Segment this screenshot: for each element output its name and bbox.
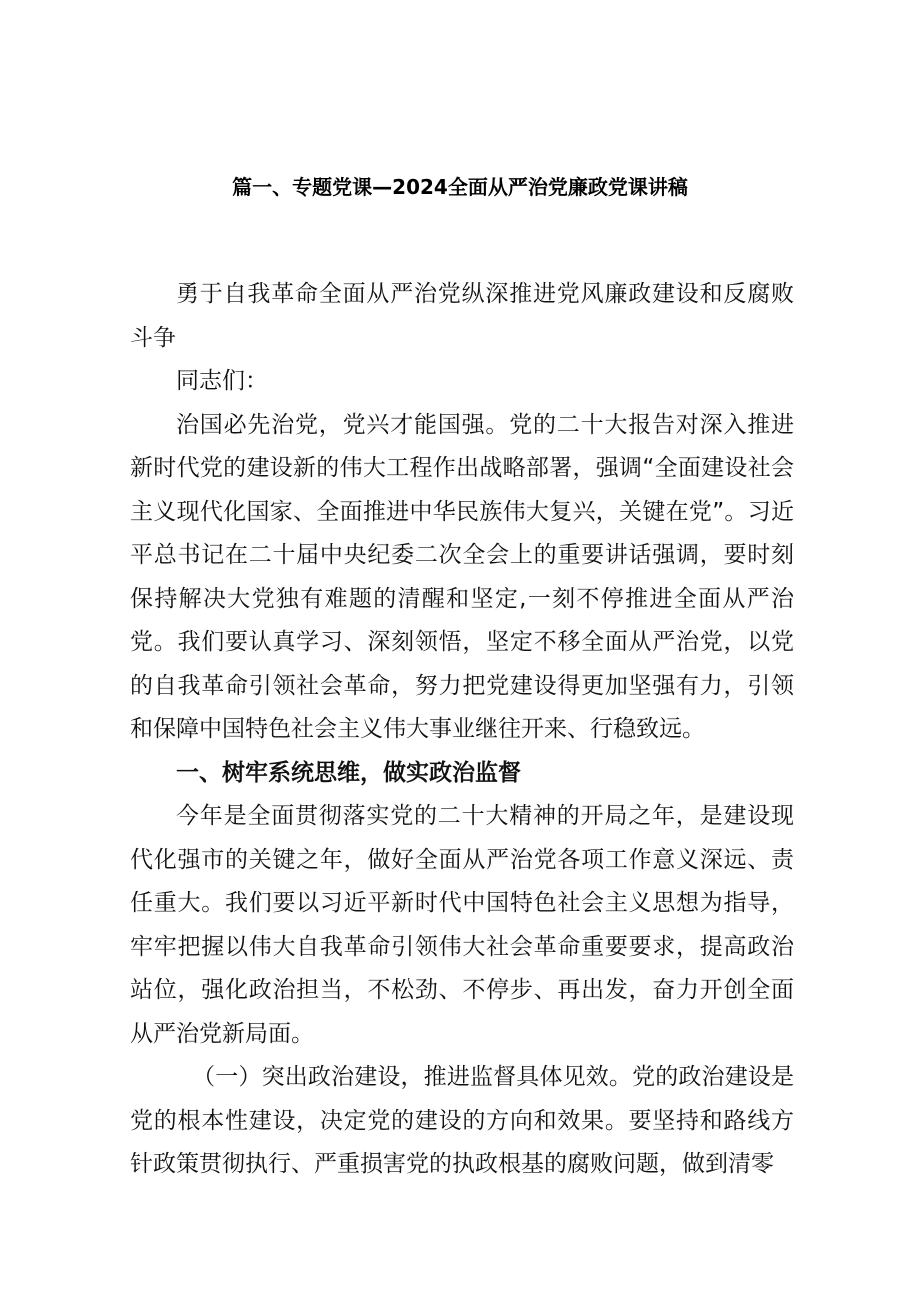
subsection-paragraph: （一）突出政治建设，推进监督具体见效。党的政治建设是党的根本性建设，决定党的建设的方向和效果。要坚持和路线方针政策贯彻执行、严重损害党的执政根基的腐败问题，做到清零 bbox=[130, 1064, 794, 1177]
intro-paragraph: 治国必先治党，党兴才能国强。党的二十大报告对深入推进新时代党的建设新的伟大工程作出战略部署，强调“全面建设社会主义现代化国家、全面推进中华民族伟大复兴，关键在党”。习近平总书记在二十届中央纪委二次全会上的重要讲话强调，要时刻保持解决大党独有难题的清醒和坚定,一刻不停推进全面从严治党。我们要认真学习、深刻领悟，坚定不移全面从严治党，以党的自我革命引领社会革命，努力把党建设得更加坚强有力，引领和保障中国特色社会主义伟大事业继往开来、行稳致远。 bbox=[130, 411, 794, 742]
greeting-paragraph: 同志们： bbox=[176, 368, 268, 394]
document-title: 篇一、专题党课—2024全面从严治党廉政党课讲稿 bbox=[232, 175, 688, 199]
subtitle-paragraph: 勇于自我革命全面从严治党纵深推进党风廉政建设和反腐败斗争 bbox=[130, 281, 794, 351]
document-body bbox=[130, 273, 794, 1187]
section-heading: 一、树牢系统思维，做实政治监督 bbox=[176, 759, 521, 786]
section-body-paragraph: 今年是全面贯彻落实党的二十大精神的开局之年，是建设现代化强市的关键之年，做好全面从严治党各项工作意义深远、责任重大。我们要以习近平新时代中国特色社会主义思想为指导，牢牢把握以伟大自我革命引领伟大社会革命重要要求，提高政治站位，强化政治担当，不松劲、不停步、再出发，奋力开创全面从严治党新局面。 bbox=[130, 803, 794, 1047]
